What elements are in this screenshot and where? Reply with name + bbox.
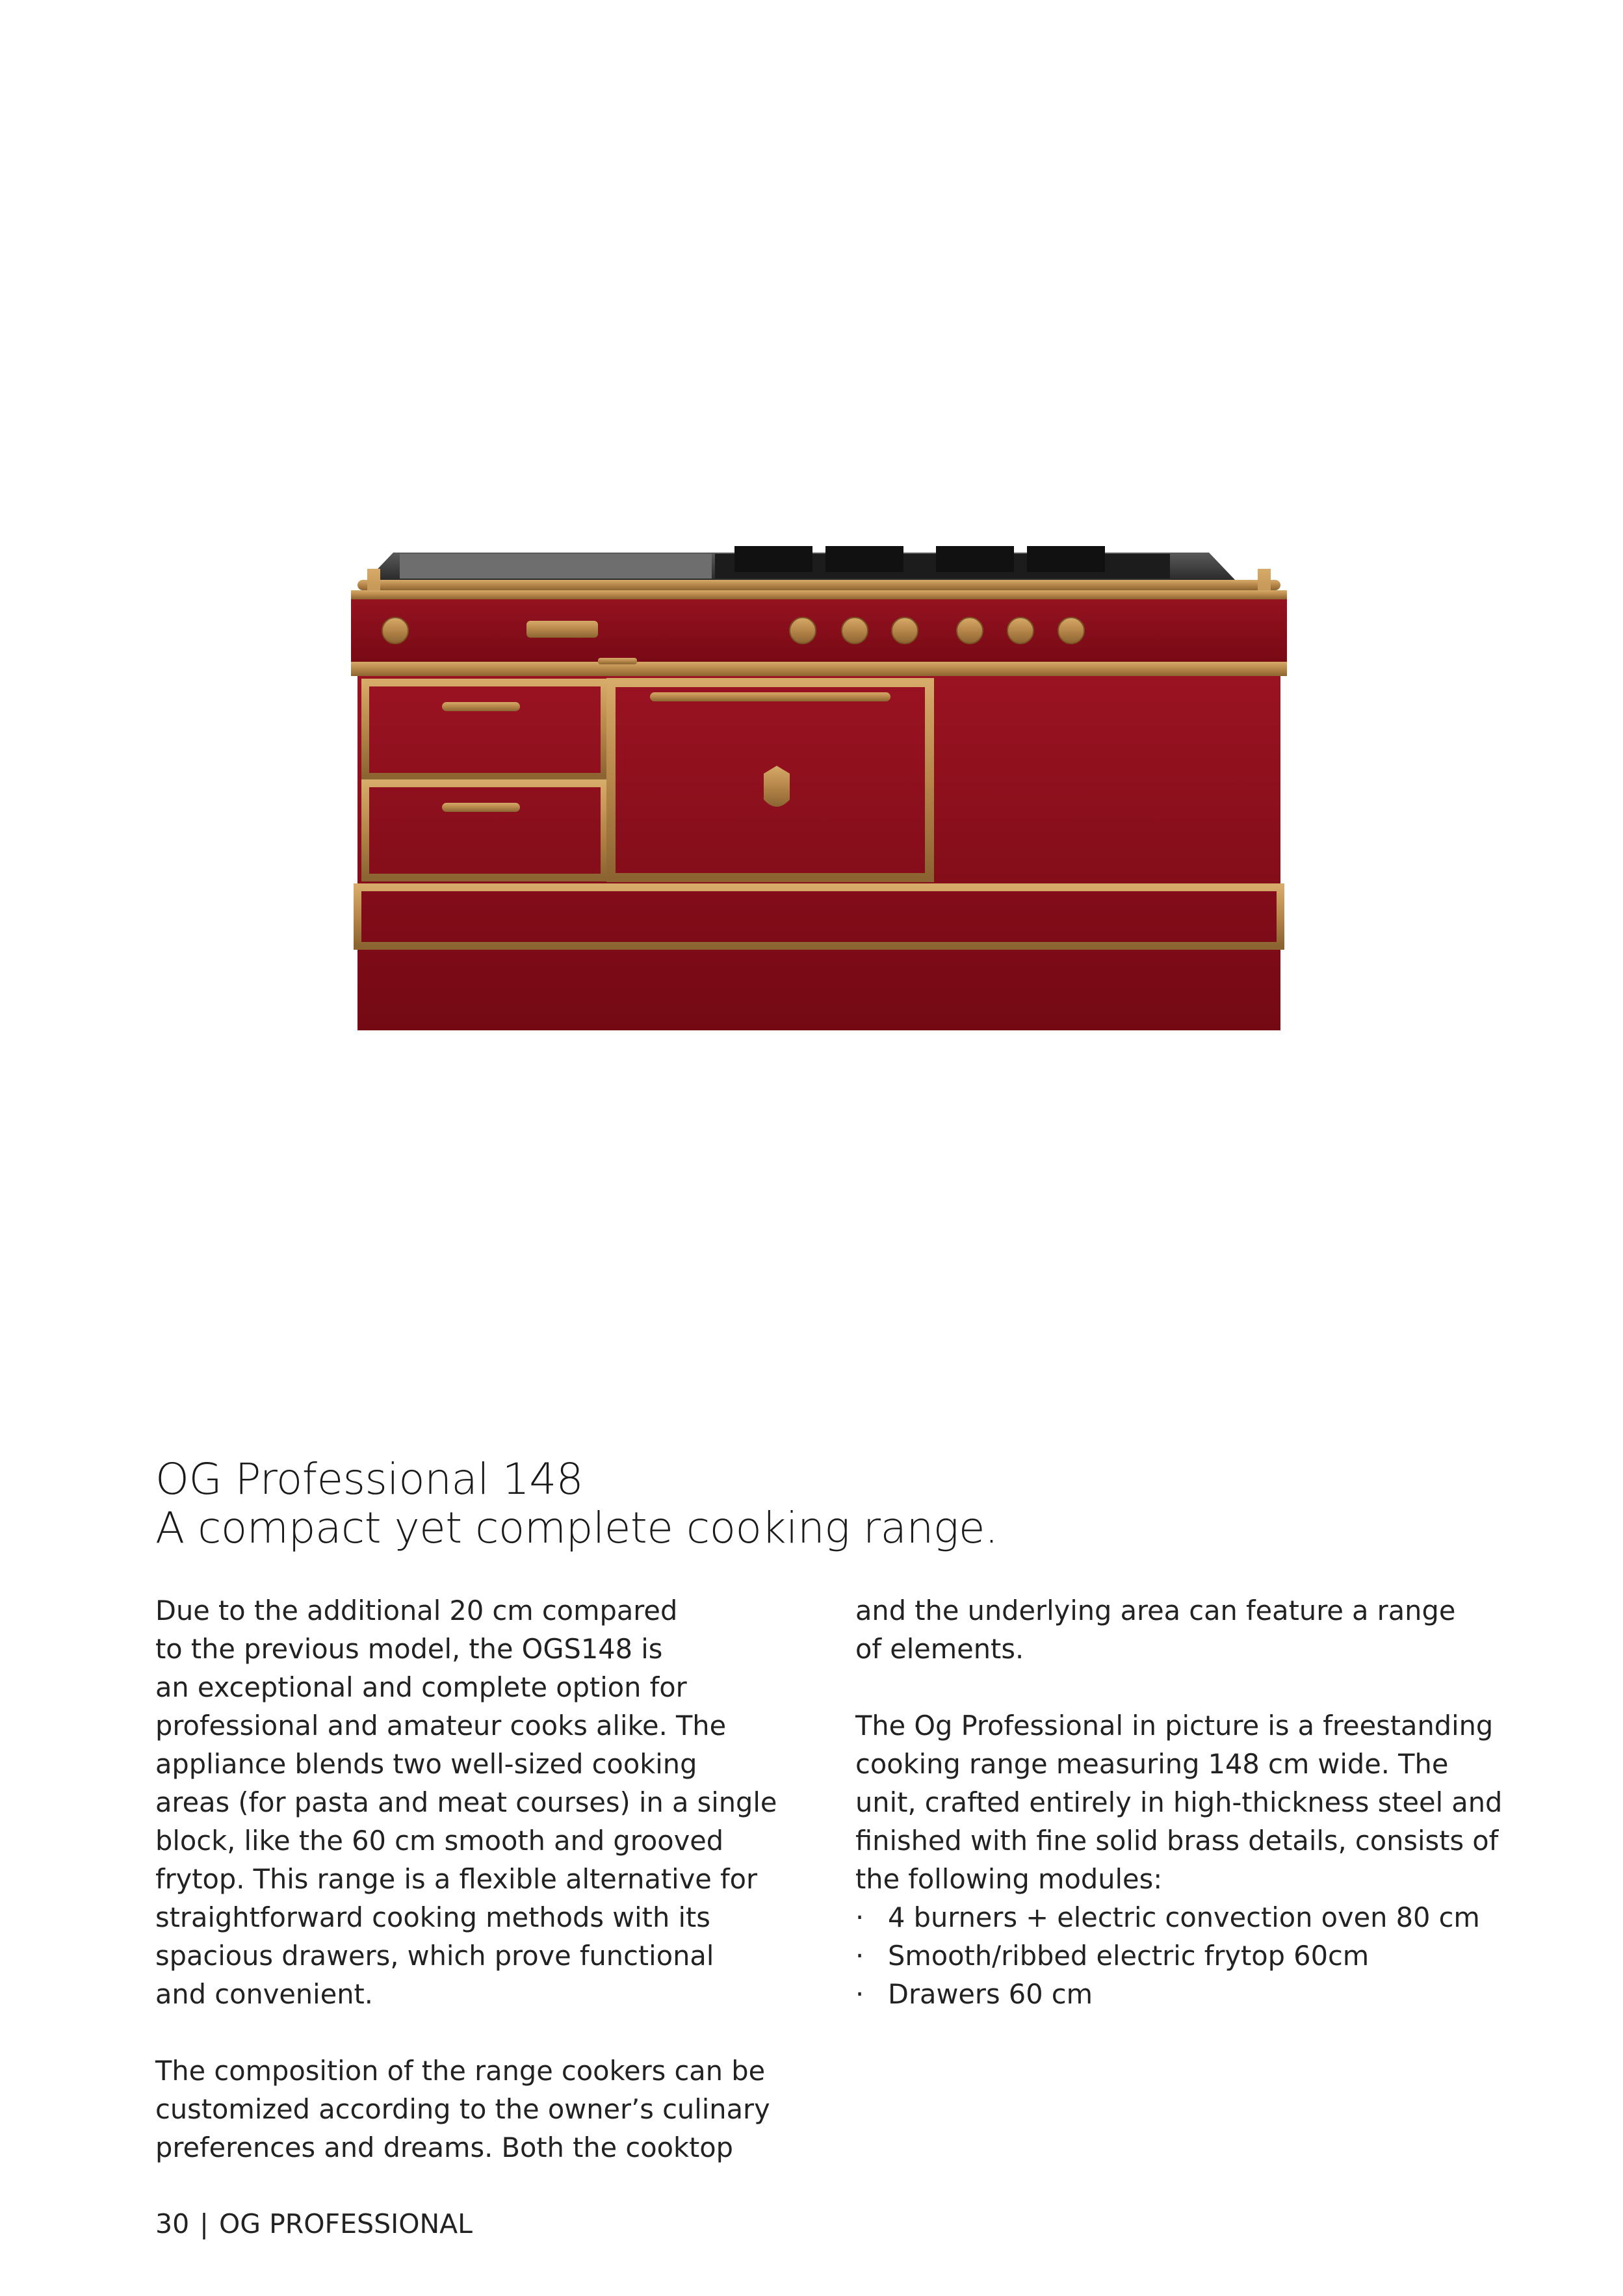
- paragraph-line: finished with fine solid brass details, consists of: [855, 1825, 1499, 1857]
- paragraph-line: the following modules:: [855, 1863, 1163, 1895]
- paragraph-line: customized according to the owner’s culinary: [155, 2093, 770, 2125]
- heading-tagline: A compact yet complete cooking range.: [155, 1503, 998, 1553]
- paragraph-line: and the underlying area can feature a range: [855, 1595, 1456, 1626]
- paragraph-line: an exceptional and complete option for: [155, 1671, 687, 1703]
- page-number: 30: [155, 2208, 190, 2239]
- range-cooker-photo: [312, 507, 1326, 1170]
- paragraph-line: and convenient.: [155, 1978, 373, 2010]
- module-list-item: [855, 1937, 1518, 1975]
- paragraph-line: spacious drawers, which prove functional: [155, 1940, 714, 1972]
- module-label: Drawers 60 cm: [888, 1978, 1093, 2010]
- paragraph-line: straightforward cooking methods with its: [155, 1901, 710, 1933]
- paragraph-line: professional and amateur cooks alike. The: [155, 1710, 727, 1742]
- page-footer: [155, 2208, 473, 2240]
- paragraph-line: unit, crafted entirely in high-thickness steel and: [855, 1786, 1503, 1818]
- paragraph-line: Due to the additional 20 cm compared: [155, 1595, 678, 1626]
- module-list-item: [855, 1975, 1518, 2013]
- section-name: OG PROFESSIONAL: [219, 2208, 473, 2239]
- paragraph-line: appliance blends two well-sized cooking: [155, 1748, 697, 1780]
- paragraph-line: to the previous model, the OGS148 is: [155, 1633, 663, 1665]
- module-label: Smooth/ribbed electric frytop 60cm: [888, 1940, 1370, 1972]
- bullet-dot: ·: [855, 1978, 864, 2010]
- footer-separator: |: [200, 2208, 209, 2239]
- right-column: [855, 1591, 1518, 2013]
- left-column: [155, 1591, 818, 2167]
- heading: [155, 1455, 1520, 1552]
- bullet-dot: ·: [855, 1901, 864, 1933]
- module-label: 4 burners + electric convection oven 80 cm: [888, 1901, 1480, 1933]
- paragraph-line: of elements.: [855, 1633, 1024, 1665]
- bullet-dot: ·: [855, 1940, 864, 1972]
- module-list: [855, 1898, 1518, 2013]
- paragraph-line: preferences and dreams. Both the cooktop: [155, 2132, 734, 2163]
- paragraph-gap: [155, 2013, 818, 2052]
- paragraph-line: The composition of the range cookers can be: [155, 2055, 766, 2087]
- heading-product-name: OG Professional 148: [155, 1454, 584, 1504]
- paragraph-line: frytop. This range is a flexible alternative for: [155, 1863, 758, 1895]
- paragraph-line: block, like the 60 cm smooth and grooved: [155, 1825, 724, 1857]
- paragraph-line: cooking range measuring 148 cm wide. The: [855, 1748, 1449, 1780]
- module-list-item: [855, 1898, 1518, 1937]
- paragraph-gap: [855, 1668, 1518, 1706]
- paragraph-line: areas (for pasta and meat courses) in a single: [155, 1786, 777, 1818]
- paragraph-line: The Og Professional in picture is a freestanding: [855, 1710, 1494, 1742]
